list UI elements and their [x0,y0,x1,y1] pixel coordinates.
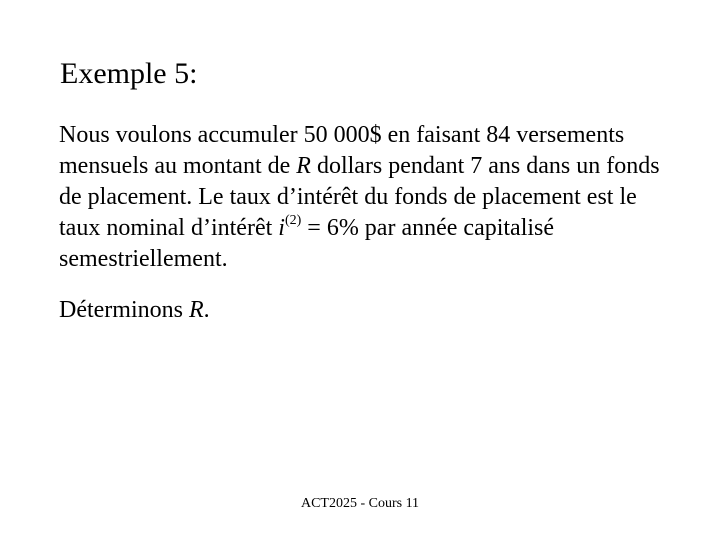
statement-line-2-end: dollars pendant 7 ans dans un fonds [310,153,660,179]
statement-line-3: de placement. Le taux d’intérêt du fonds de placement est le [59,184,637,210]
statement-line-4 [59,213,679,244]
variable-i: i [278,215,285,241]
slide-title: Exemple 5: [60,57,198,90]
statement-line-2 [59,151,679,182]
statement-line-1: Nous voulons accumuler 50 000$ en faisant 84 versements [59,122,625,148]
variable-i-superscript: (2) [284,213,302,228]
statement-line-4-start: taux nominal d’intérêt [59,215,279,241]
determine-variable-r: R [188,297,204,323]
slide-footer: ACT2025 - Cours 11 [300,496,420,511]
problem-statement [59,120,679,275]
determine-period: . [203,297,210,323]
statement-line-2-start: mensuels au montant de [59,153,297,179]
determine-text: Déterminons [59,297,189,323]
statement-line-5: semestriellement. [59,246,228,272]
determine-instruction [59,295,210,326]
variable-r: R [296,153,311,179]
statement-line-4-end: = 6% par année capitalisé [301,215,555,241]
